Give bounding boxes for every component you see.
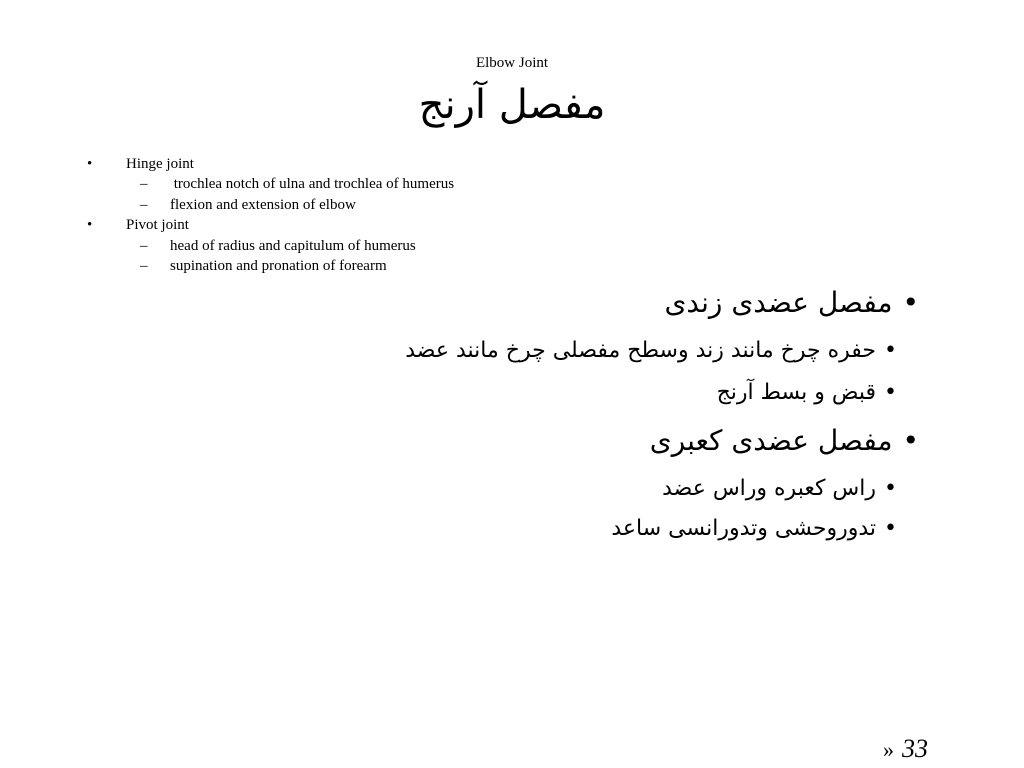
outline-subitem-label: head of radius and capitulum of humerus	[170, 238, 416, 254]
persian-item-label: مفصل عضدی زندی	[664, 286, 893, 319]
dash-icon: –	[140, 258, 148, 274]
outline-item-label: Pivot joint	[126, 217, 189, 233]
next-arrow-icon[interactable]: »	[883, 737, 894, 762]
persian-subitem-label: قبض و بسط آرنج	[716, 380, 877, 405]
dash-icon: –	[140, 197, 148, 213]
persian-subitem	[405, 338, 897, 363]
bullet-icon: •	[884, 380, 897, 405]
persian-subitem-label: راس کعبره وراس عضد	[662, 476, 877, 501]
persian-subitem	[611, 516, 897, 541]
page-indicator	[883, 734, 928, 764]
persian-item-humeroradial	[650, 424, 919, 457]
bullet-icon: •	[902, 286, 919, 319]
slide-title-english: Elbow Joint	[475, 55, 549, 71]
persian-item-label: مفصل عضدی کعبری	[649, 424, 893, 457]
bullet-icon: •	[87, 217, 93, 233]
persian-item-humeroulnar	[665, 286, 920, 319]
bullet-icon: •	[884, 516, 897, 541]
outline-subitem-label: supination and pronation of forearm	[170, 258, 387, 274]
persian-subitem	[717, 380, 897, 405]
bullet-icon: •	[902, 424, 919, 457]
persian-subitem-label: تدوروحشی وتدورانسی ساعد	[611, 516, 877, 541]
persian-subitem	[662, 476, 897, 501]
bullet-icon: •	[884, 476, 897, 501]
bullet-icon: •	[884, 338, 897, 363]
persian-subitem-label: حفره چرخ مانند زند وسطح مفصلی چرخ مانند عضد	[405, 338, 877, 363]
page-number: 33	[902, 734, 928, 763]
outline-subitem-label: trochlea notch of ulna and trochlea of humerus	[170, 176, 455, 192]
dash-icon: –	[140, 176, 148, 192]
slide-title-persian: مفصل آرنج	[418, 82, 606, 128]
outline-subitem-label: flexion and extension of elbow	[170, 197, 356, 213]
outline-item-label: Hinge joint	[126, 156, 194, 172]
bullet-icon: •	[87, 156, 93, 172]
dash-icon: –	[140, 238, 148, 254]
